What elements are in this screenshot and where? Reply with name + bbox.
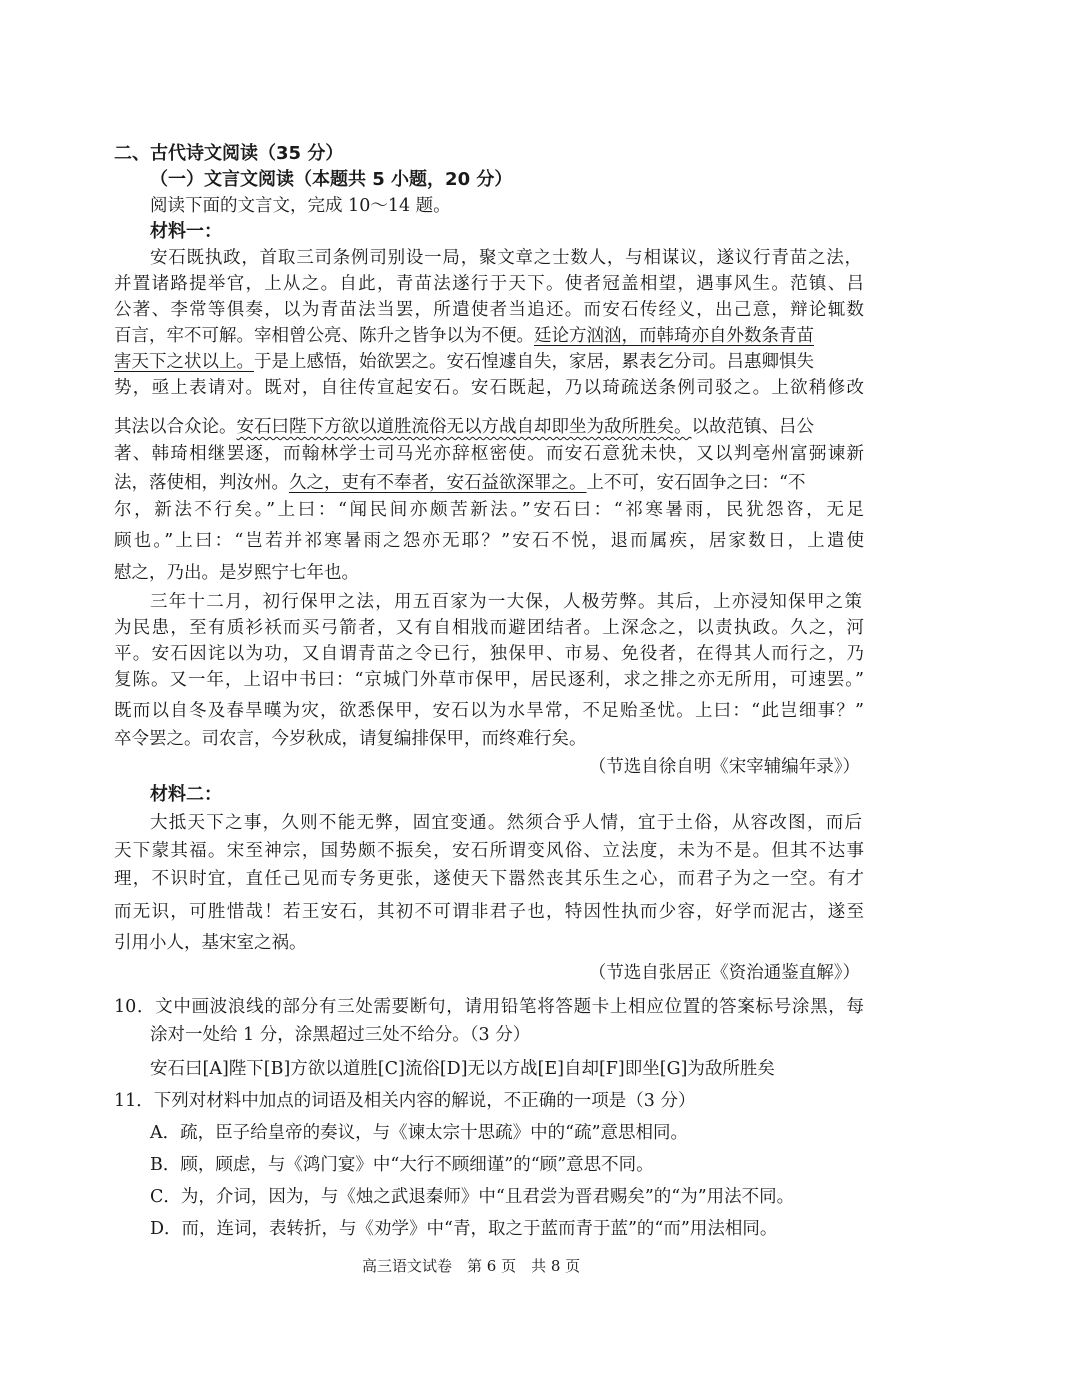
material1-text: 法，落使相，判汝州。: [114, 473, 289, 493]
material1-line: 并置诸路提举官，上从之。自此，青苗法遂行于天下。使者冠盖相望，遇事风生。范镇、吕: [114, 274, 864, 294]
material1-text: 其法以合众论。: [114, 417, 237, 437]
question-10-stem: 10．文中画波浪线的部分有三处需要断句，请用铅笔将答题卡上相应位置的答案标号涂黑，每: [114, 997, 864, 1017]
underlined-sentence: 害天下之状以上。: [114, 352, 254, 372]
material2-line: 大抵天下之事，久则不能无弊，固宜变通。然须合乎人情，宜于土俗，从容改图，而后: [150, 813, 862, 833]
material2-line: 理，不识时宜，直任己见而专务更张，遂使天下嚣然丧其乐生之心，而君子为之一空。有才: [114, 869, 864, 889]
underlined-sentence: 廷论方汹汹，而韩琦亦自外数条青苗: [534, 326, 814, 346]
material1-line: 慰之，乃出。是岁熙宁七年也。: [114, 563, 359, 583]
material1-line: 既而以自冬及春旱暵为灾，欲悉保甲，安石以为水旱常，不足贻圣忧。上曰：“此岂细事？”: [114, 701, 864, 721]
material1-label: 材料一：: [150, 221, 222, 242]
material1-text: 上不可，安石固争之曰：“不: [586, 473, 806, 493]
subsection-title: （一）文言文阅读（本题共 5 小题，20 分）: [150, 169, 513, 190]
material1-line: 为民患，至有质衫袄而买弓箭者，又有自相戕而避团结者。上深念之，以责执政。久之，河: [114, 618, 864, 638]
material1-line: 三年十二月，初行保甲之法，用五百家为一大保，人极劳弊。其后，上亦浸知保甲之策: [150, 592, 862, 612]
material1-line: 安石既执政，首取三司条例司别设一局，聚文章之士数人，与相谋议，遂议行青苗之法，: [150, 248, 862, 268]
material1-line: 顾也。”上曰：“岂若并祁寒暑雨之怨亦无耶？”安石不悦，退而属疾，居家数日，上遣使: [114, 531, 864, 551]
question-11-stem: 11．下列对材料中加点的词语及相关内容的解说，不正确的一项是（3 分）: [114, 1091, 696, 1111]
material1-line: [114, 470, 805, 496]
instruction: 阅读下面的文言文，完成 10～14 题。: [150, 196, 451, 216]
material1-line: [114, 349, 814, 375]
material1-source: （节选自徐自明《宋宰辅编年录》）: [588, 757, 860, 777]
question-10-stem-cont: 涂对一处给 1 分，涂黑超过三处不给分。（3 分）: [150, 1025, 531, 1045]
question-11-option-d: D．而，连词，表转折，与《劝学》中“青，取之于蓝而青于蓝”的“而”用法相同。: [150, 1219, 778, 1239]
material1-line: 公著、李常等俱奏，以为青苗法当罢，所遣使者当追还。而安石传经义，出己意，辩论辄数: [114, 300, 864, 320]
material1-line: 平。安石因诧以为功，又自谓青苗之令已行，独保甲、市易、免役者，在得其人而行之，乃: [114, 644, 864, 664]
material2-line: 引用小人，基宋室之祸。: [114, 933, 307, 953]
question-11-option-c: C．为，介词，因为，与《烛之武退秦师》中“且君尝为晋君赐矣”的“为”用法不同。: [150, 1187, 795, 1207]
material2-label: 材料二：: [150, 784, 222, 805]
material1-line: 尔，新法不行矣。”上曰：“闻民间亦颇苦新法。”安石曰：“祁寒暑雨，民犹怨咨，无足: [114, 500, 864, 520]
material1-line: [114, 323, 814, 349]
material2-source: （节选自张居正《资治通鉴直解》）: [588, 963, 860, 983]
material1-line: [114, 414, 814, 440]
page-footer: 高三语文试卷 第 6 页 共 8 页: [362, 1257, 581, 1275]
question-11-option-a: A．疏，臣子给皇帝的奏议，与《谏太宗十思疏》中的“疏”意思相同。: [150, 1123, 689, 1143]
material1-text: 于是上感悟，始欲罢之。安石惶遽自失，家居，累表乞分司。吕惠卿惧失: [254, 352, 814, 372]
question-11-option-b: B．顾，顾虑，与《鸿门宴》中“大行不顾细谨”的“顾”意思不同。: [150, 1155, 654, 1175]
material2-line: 天下蒙其福。宋至神宗，国势颇不振矣，安石所谓变风俗、立法度，未为不是。但其不达事: [114, 841, 864, 861]
material1-line: 复陈。又一年，上诏中书曰：“京城门外草市保甲，居民逐利，求之排之亦无所用，可速罢。”: [114, 670, 864, 690]
underlined-sentence: 久之，吏有不奉者，安石益欲深罪之。: [289, 473, 587, 493]
material1-text: 以故范镇、吕公: [691, 417, 814, 437]
section-title: 二、古代诗文阅读（35 分）: [114, 143, 344, 164]
question-10-options: 安石曰[A]陛下[B]方欲以道胜[C]流俗[D]无以方战[E]自却[F]即坐[G]为敌所胜矣: [150, 1059, 775, 1079]
material1-line: 卒令罢之。司农言，今岁秋成，请复编排保甲，而终难行矣。: [114, 729, 587, 749]
material1-line: 著、韩琦相继罢逐，而翰林学士司马光亦辞枢密使。而安石意犹未快，又以判亳州富弼谏新: [114, 444, 864, 464]
material2-line: 而无识，可胜惜哉！若王安石，其初不可谓非君子也，特因性执而少容，好学而泥古，遂至: [114, 902, 864, 922]
material1-text: 百言，牢不可解。宰相曾公亮、陈升之皆争以为不便。: [114, 326, 534, 346]
wavy-underlined-sentence: 安石曰陛下方欲以道胜流俗无以方战自却即坐为敌所胜矣。: [236, 417, 692, 437]
material1-line: 势，亟上表请对。既对，自往传宣起安石。安石既起，乃以琦疏送条例司驳之。上欲稍修改: [114, 378, 864, 398]
